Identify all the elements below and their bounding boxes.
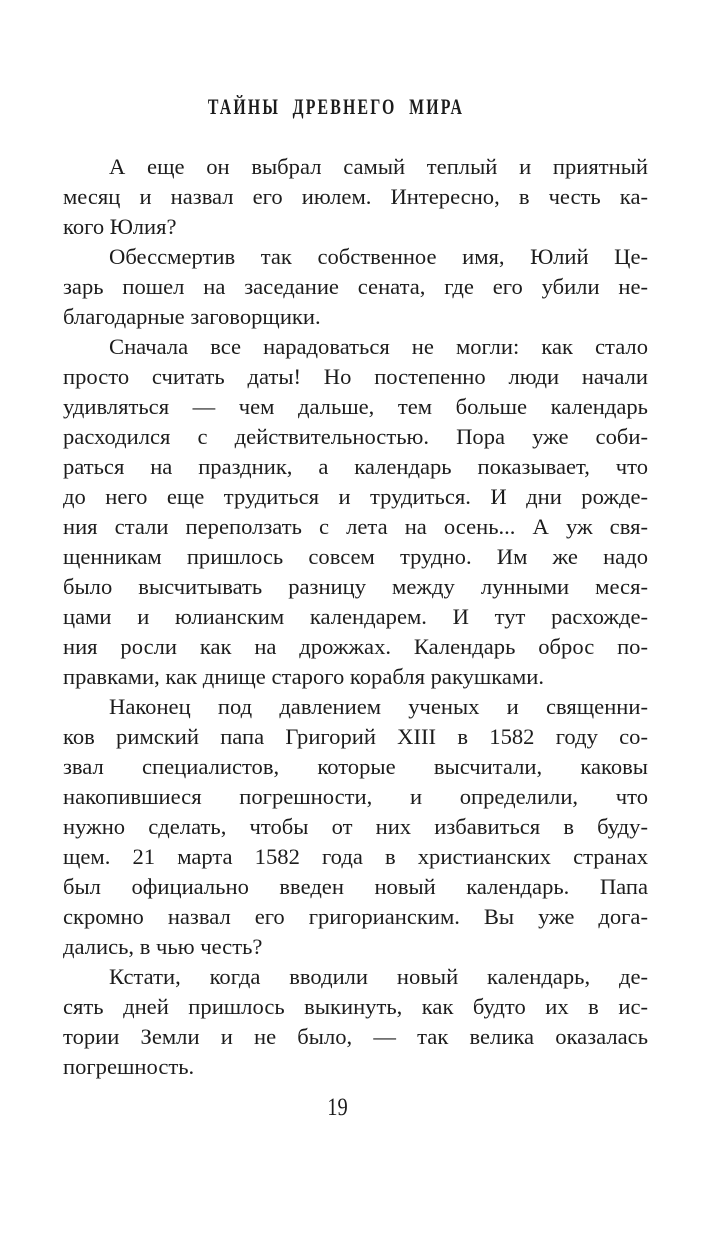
page-number: [0, 1095, 709, 1120]
text-line: нужно сделать, чтобы от них избавиться в буду-: [63, 814, 648, 839]
text-line: звал специалистов, которые высчитали, каковы: [63, 754, 648, 779]
text-line: скромно назвал его григорианским. Вы уже дога-: [63, 904, 648, 929]
text-line: Кстати, когда вводили новый календарь, де-: [109, 964, 648, 989]
text-line: цами и юлианским календарем. И тут расхожде-: [63, 604, 648, 629]
text-line: раться на праздник, а календарь показывает, что: [63, 454, 648, 479]
chapter-title: ТАЙНЫ ДРЕВНЕГО МИРА: [207, 94, 464, 119]
text-line: А еще он выбрал самый теплый и приятный: [109, 154, 648, 179]
text-line: Наконец под давлением ученых и священни-: [109, 694, 648, 719]
text-line: было высчитывать разницу между лунными меся-: [63, 574, 648, 599]
text-line: щем. 21 марта 1582 года в христианских странах: [63, 844, 648, 869]
text-line: расходился с действительностью. Пора уже соби-: [63, 424, 648, 449]
body-text: [63, 152, 648, 1082]
text-line: был официально введен новый календарь. Папа: [63, 874, 648, 899]
running-head: [0, 96, 709, 118]
text-line: щенникам пришлось совсем трудно. Им же надо: [63, 544, 648, 569]
text-line: правками, как днище старого корабля ракушками.: [63, 664, 544, 689]
text-line: просто считать даты! Но постепенно люди начали: [63, 364, 648, 389]
text-line: дались, в чью честь?: [63, 934, 263, 959]
text-line: ния росли как на дрожжах. Календарь оброс по-: [63, 634, 648, 659]
text-line: месяц и назвал его июлем. Интересно, в честь ка-: [63, 184, 648, 209]
text-line: благодарные заговорщики.: [63, 304, 321, 329]
text-line: ния стали переползать с лета на осень... А уж свя-: [63, 514, 648, 539]
text-line: удивляться — чем дальше, тем больше календарь: [63, 394, 648, 419]
text-line: Сначала все нарадоваться не могли: как стало: [109, 334, 648, 359]
text-line: до него еще трудиться и трудиться. И дни рожде-: [63, 484, 648, 509]
text-line: ков римский папа Григорий XIII в 1582 году со-: [63, 724, 648, 749]
page-number-value: 19: [327, 1094, 348, 1121]
text-line: кого Юлия?: [63, 214, 177, 239]
text-line: тории Земли и не было, — так велика оказалась: [63, 1024, 648, 1049]
text-line: накопившиеся погрешности, и определили, что: [63, 784, 648, 809]
text-line: Обессмертив так собственное имя, Юлий Це-: [109, 244, 648, 269]
text-line: зарь пошел на заседание сената, где его убили не-: [63, 274, 648, 299]
text-line: сять дней пришлось выкинуть, как будто их в ис-: [63, 994, 648, 1019]
text-line: погрешность.: [63, 1054, 195, 1079]
